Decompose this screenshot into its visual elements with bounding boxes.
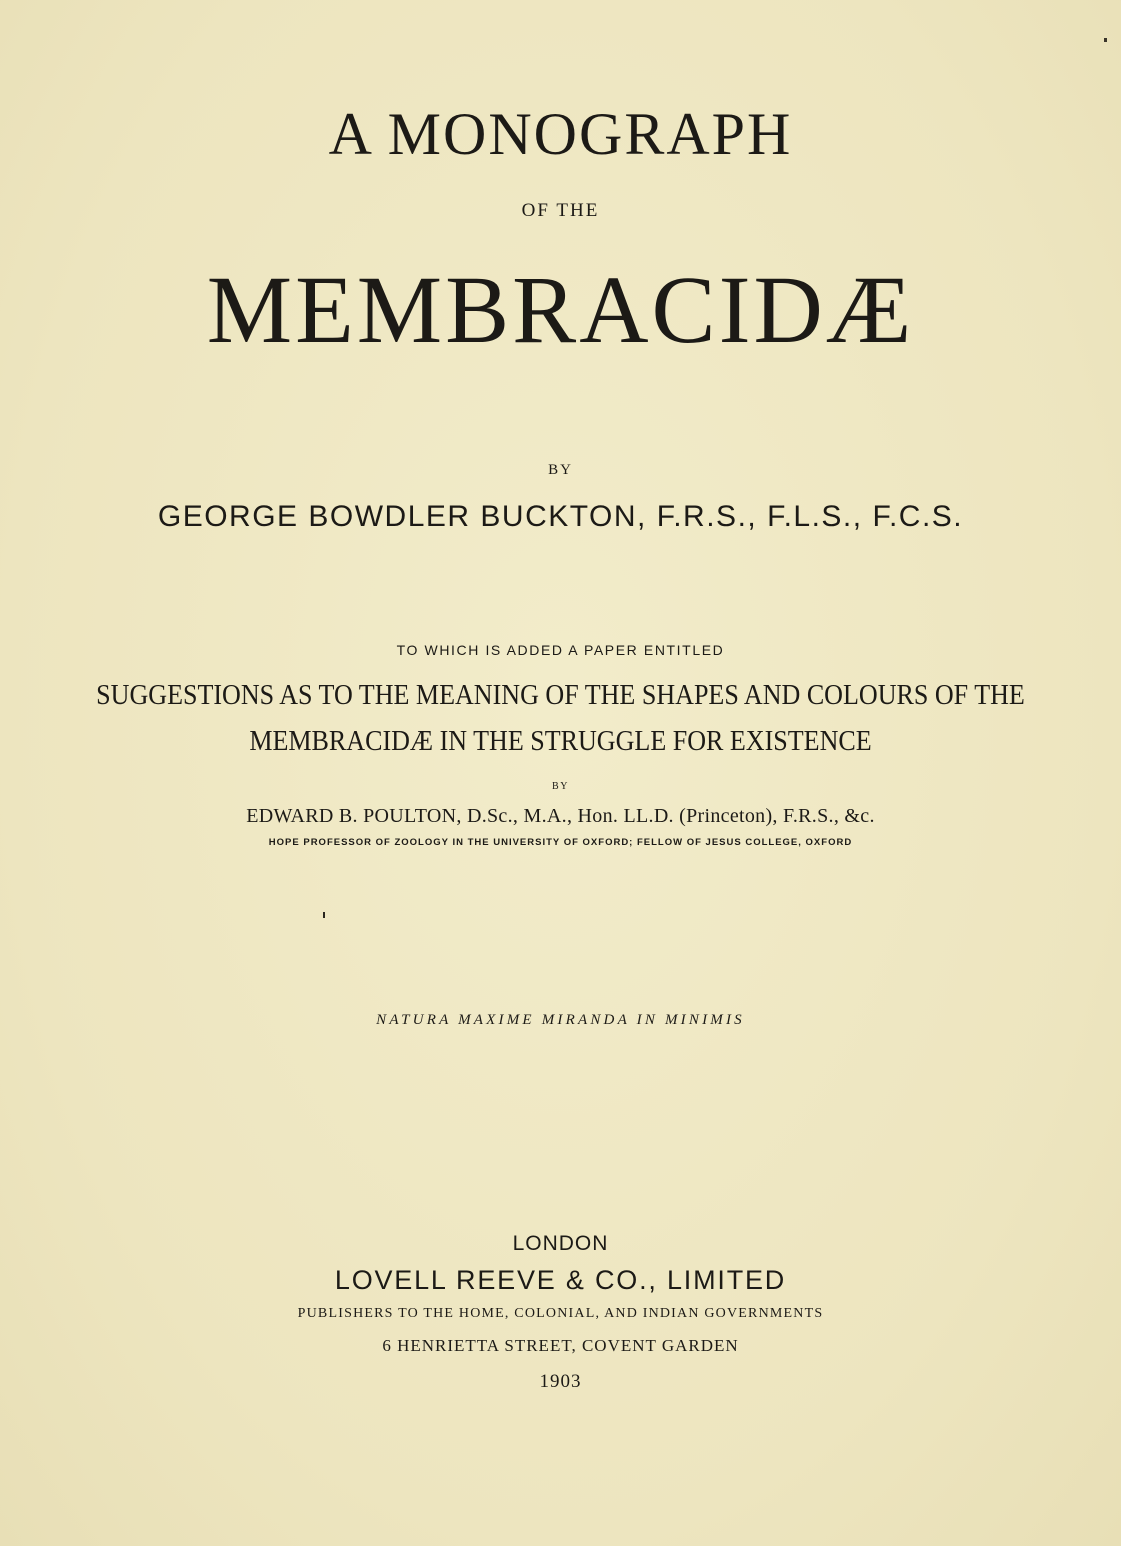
imprint-address: 6 HENRIETTA STREET, COVENT GARDEN [382, 1336, 739, 1355]
motto: NATURA MAXIME MIRANDA IN MINIMIS [376, 1012, 745, 1028]
addendum-author: EDWARD B. POULTON, D.Sc., M.A., Hon. LL.D. (Princeton), F.R.S., &c. [246, 805, 875, 827]
imprint-description: PUBLISHERS TO THE HOME, COLONIAL, AND INDIAN GOVERNMENTS [297, 1306, 824, 1321]
author-by: BY [548, 462, 573, 478]
ink-speck [323, 912, 325, 918]
imprint-city: LONDON [512, 1232, 609, 1255]
imprint-publisher: LOVELL REEVE & CO., LIMITED [334, 1265, 787, 1295]
ink-speck-edge [1104, 38, 1107, 42]
addendum-by: BY [552, 781, 569, 792]
addendum-paper-title-line2: MEMBRACIDÆ IN THE STRUGGLE FOR EXISTENCE [249, 726, 872, 757]
addendum-intro: TO WHICH IS ADDED A PAPER ENTITLED [396, 642, 725, 658]
title-connector: OF THE [521, 200, 600, 221]
addendum-affiliation: HOPE PROFESSOR OF ZOOLOGY IN THE UNIVERSITY OF OXFORD; FELLOW OF JESUS COLLEGE, OXFORD [268, 837, 853, 848]
title-subject: MEMBRACIDÆ [206, 256, 915, 363]
addendum-paper-title-line1: SUGGESTIONS AS TO THE MEANING OF THE SHAPES AND COLOURS OF THE [96, 680, 1025, 711]
author-name: GEORGE BOWDLER BUCKTON, F.R.S., F.L.S., F.C.S. [157, 500, 964, 533]
imprint-year: 1903 [539, 1371, 582, 1392]
title-main: A MONOGRAPH [328, 101, 793, 167]
